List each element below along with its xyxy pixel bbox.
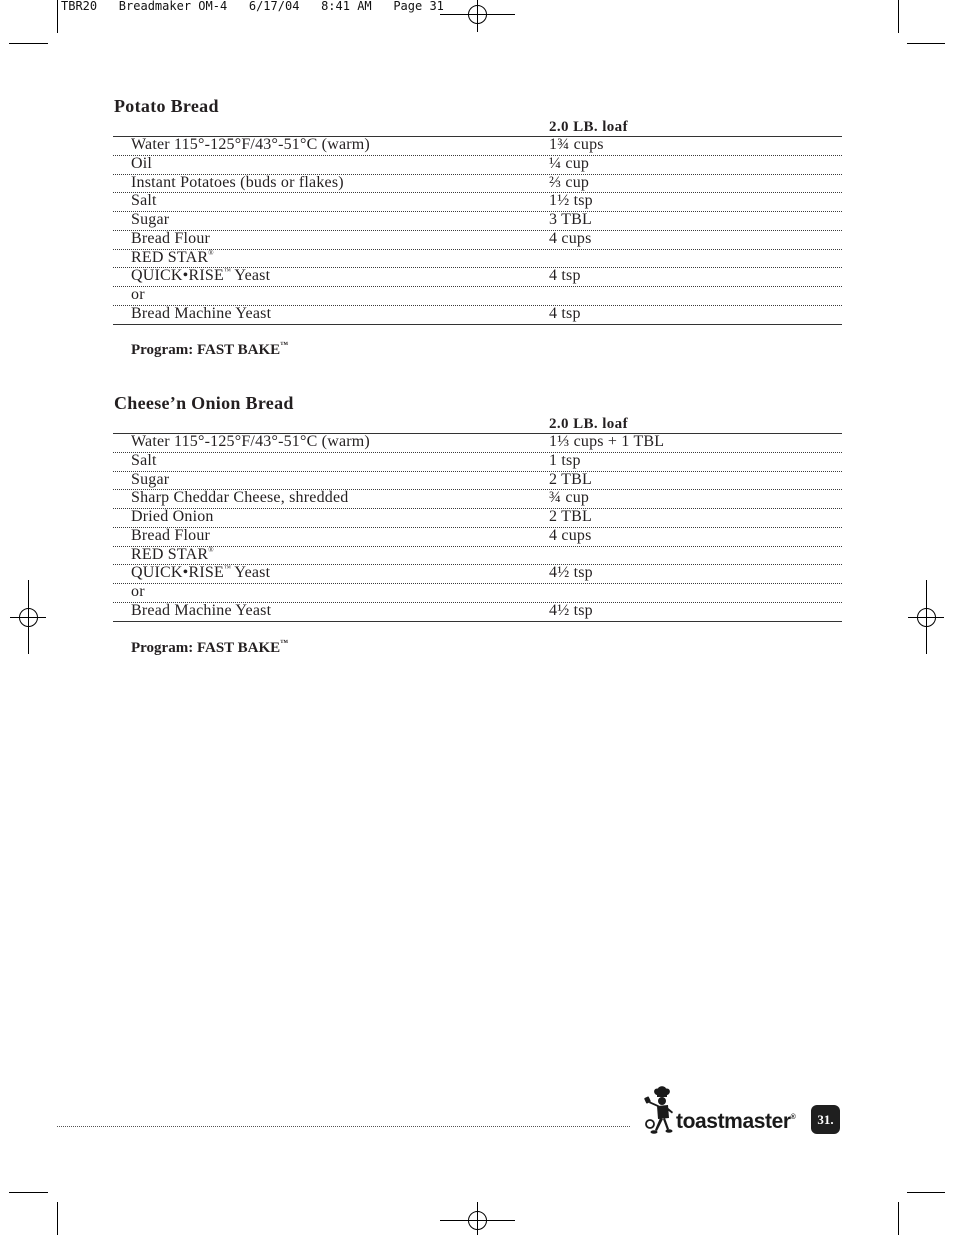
ingredient-name: RED STAR — [131, 248, 209, 266]
print-slug: TBR20 Breadmaker OM-4 6/17/04 8:41 AM Page 31 — [61, 0, 444, 13]
ingredient-name: or — [131, 286, 145, 303]
ingredient-row — [113, 250, 842, 269]
ingredient-table — [113, 118, 842, 325]
ingredient-amount: 1 tsp — [549, 451, 581, 469]
ingredient-row — [113, 528, 842, 547]
ingredient-row — [113, 212, 842, 231]
ingredient-amount: 4½ tsp — [549, 564, 593, 582]
ingredient-name: or — [131, 583, 145, 600]
ingredient-name: Dried Onion — [131, 508, 214, 525]
ingredient-amount: ¾ cup — [549, 489, 590, 507]
ingredient-row — [113, 490, 842, 509]
ingredient-row — [113, 306, 842, 325]
chef-arm — [649, 1102, 659, 1108]
chef-foot — [666, 1129, 673, 1133]
ingredient-name: Bread Flour — [131, 526, 211, 544]
ingredient-amount: 3 TBL — [549, 211, 592, 228]
registration-mark-left — [10, 580, 46, 654]
ingredient-amount: 1¾ cups — [549, 136, 604, 153]
column-header-row — [113, 118, 842, 137]
ingredient-amount: 4 cups — [549, 229, 592, 247]
ingredient-name-suffix: Yeast — [230, 267, 271, 285]
ingredient-name: Water 115°-125°F/43°-51°C (warm) — [131, 433, 370, 450]
ingredient-name: QUICK•RISE — [131, 267, 224, 285]
chef-leg — [663, 1118, 669, 1130]
ingredient-cell — [113, 268, 549, 286]
ingredient-name: Water 115°-125°F/43°-51°C (warm) — [131, 136, 370, 153]
ingredient-cell — [113, 603, 549, 621]
toastmaster-logo — [642, 1086, 804, 1138]
page-number-badge — [811, 1105, 840, 1134]
ingredient-name-suffix: Yeast — [230, 564, 271, 582]
ingredient-row — [113, 287, 842, 306]
ingredient-amount: 1⅓ cups + 1 TBL — [549, 433, 665, 450]
ingredient-amount: ⅔ cup — [549, 173, 590, 191]
trademark-symbol: ™ — [223, 564, 231, 573]
ingredient-row — [113, 565, 842, 584]
registration-mark-right — [908, 580, 944, 654]
registration-mark-bottom — [440, 1202, 515, 1235]
ingredient-row — [113, 156, 842, 175]
ingredient-cell — [113, 137, 549, 155]
ingredient-row — [113, 193, 842, 212]
ingredient-name: Sharp Cheddar Cheese, shredded — [131, 489, 349, 507]
program-label: Program: FAST BAKE — [131, 342, 281, 358]
brand-name: toastmaster — [676, 1110, 791, 1133]
ingredient-name: Sugar — [131, 470, 170, 488]
trademark-symbol: ™ — [223, 267, 231, 276]
chef-foot — [651, 1130, 658, 1134]
ingredient-cell — [113, 509, 549, 527]
ingredient-row — [113, 268, 842, 287]
ingredient-name: Bread Flour — [131, 229, 211, 247]
recipe-title: Potato Bread — [114, 96, 219, 116]
ingredient-amount: 4 tsp — [549, 267, 581, 285]
ingredient-row — [113, 509, 842, 528]
ingredient-row — [113, 137, 842, 156]
program-label: Program: FAST BAKE — [131, 640, 281, 656]
crop-mark-bottom-right — [899, 1193, 946, 1235]
ingredient-amount: 4 tsp — [549, 304, 581, 322]
brand-wordmark — [676, 1110, 796, 1134]
chef-body — [657, 1105, 669, 1119]
ingredient-name: Bread Machine Yeast — [131, 304, 272, 322]
recipe-title: Cheese’n Onion Bread — [114, 393, 294, 413]
ingredient-name: Salt — [131, 451, 157, 469]
ingredient-cell — [113, 565, 549, 583]
loaf-size-header: 2.0 LB. loaf — [549, 416, 628, 432]
ingredient-row — [113, 175, 842, 194]
ingredient-cell — [113, 287, 549, 305]
ingredient-cell — [113, 584, 549, 602]
loaf-size-header: 2.0 LB. loaf — [549, 119, 628, 135]
ingredient-rows — [113, 137, 842, 325]
registration-mark-top — [440, 0, 515, 32]
ingredient-cell — [113, 434, 549, 452]
ingredient-name: Bread Machine Yeast — [131, 601, 272, 619]
ingredient-amount: 1½ tsp — [549, 192, 593, 210]
ingredient-amount: ¼ cup — [549, 154, 590, 172]
ingredient-amount: 4½ tsp — [549, 601, 593, 619]
ingredient-rows — [113, 434, 842, 622]
chef-pan — [646, 1120, 654, 1128]
ingredient-cell — [113, 250, 549, 268]
ingredient-row — [113, 472, 842, 491]
ingredient-name: Oil — [131, 154, 153, 172]
ingredient-cell — [113, 547, 549, 565]
ingredient-row — [113, 453, 842, 472]
program-note — [131, 341, 288, 359]
ingredient-row — [113, 603, 842, 622]
trademark-symbol: ™ — [280, 340, 289, 349]
ingredient-name: RED STAR — [131, 545, 209, 563]
chef-head — [658, 1097, 666, 1105]
ingredient-cell — [113, 175, 549, 193]
ingredient-table — [113, 415, 842, 622]
ingredient-row — [113, 434, 842, 453]
ingredient-cell — [113, 528, 549, 546]
crop-mark-top-left — [9, 0, 58, 44]
ingredient-name: QUICK•RISE — [131, 564, 224, 582]
chef-icon — [642, 1086, 676, 1138]
ingredient-row — [113, 547, 842, 566]
ingredient-cell — [113, 231, 549, 249]
ingredient-cell — [113, 490, 549, 508]
ingredient-row — [113, 231, 842, 250]
ingredient-cell — [113, 453, 549, 471]
chef-hat — [654, 1086, 670, 1097]
program-note — [131, 639, 288, 657]
registered-symbol: ® — [790, 1114, 796, 1121]
ingredient-cell — [113, 156, 549, 174]
column-header-row — [113, 415, 842, 434]
trademark-symbol: ™ — [280, 638, 289, 647]
ingredient-name: Sugar — [131, 211, 170, 228]
footer-dotted-rule — [57, 1126, 630, 1127]
ingredient-cell — [113, 472, 549, 490]
ingredient-amount: 2 TBL — [549, 508, 592, 525]
ingredient-cell — [113, 306, 549, 324]
ingredient-name: Instant Potatoes (buds or flakes) — [131, 173, 344, 191]
trademark-symbol: ® — [208, 248, 214, 257]
ingredient-cell — [113, 193, 549, 211]
crop-mark-bottom-left — [9, 1193, 58, 1235]
ingredient-cell — [113, 212, 549, 230]
ingredient-amount: 4 cups — [549, 526, 592, 544]
trademark-symbol: ® — [208, 545, 214, 554]
crop-mark-top-right — [899, 0, 946, 44]
ingredient-name: Salt — [131, 192, 157, 210]
ingredient-row — [113, 584, 842, 603]
chef-leg — [655, 1118, 663, 1131]
ingredient-amount: 2 TBL — [549, 470, 592, 488]
page-number: 31. — [817, 1112, 834, 1127]
